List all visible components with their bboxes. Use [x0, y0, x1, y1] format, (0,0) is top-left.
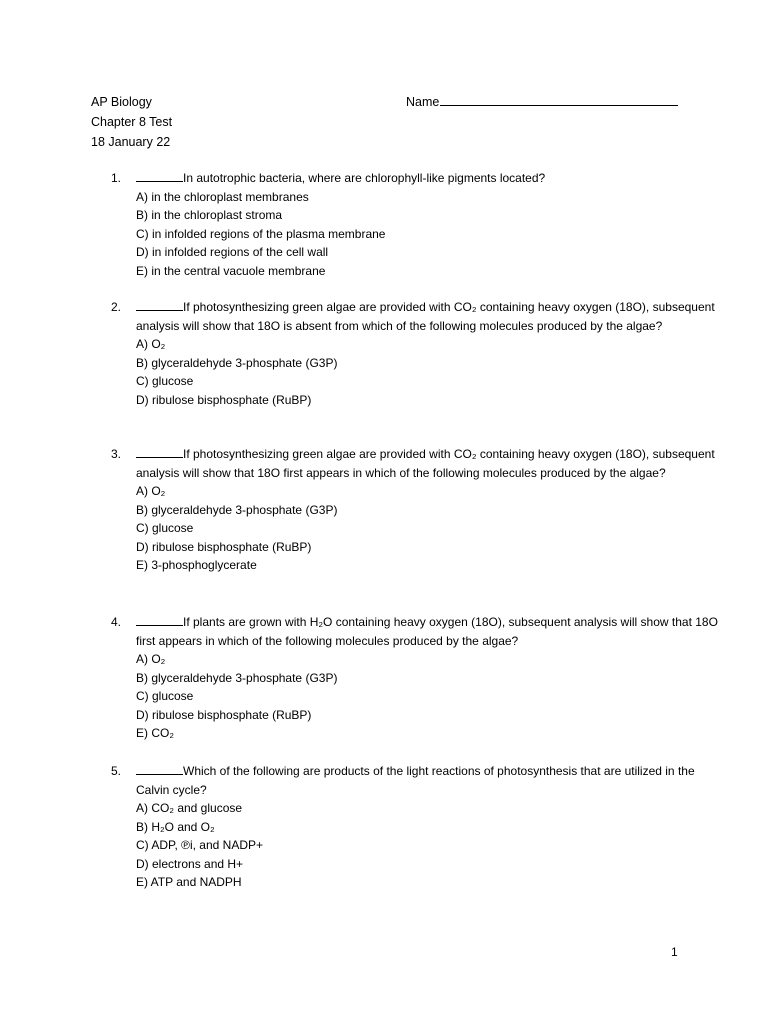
name-field [406, 92, 678, 112]
option-e: E) 3-phosphoglycerate [136, 558, 257, 572]
answer-blank [136, 445, 183, 458]
question-text: Which of the following are products of the light reactions of photosynthesis that are utilized in the Calvin cycle? [136, 764, 695, 797]
name-label: Name [406, 95, 440, 109]
option-c: C) glucose [136, 689, 194, 703]
answer-blank [136, 169, 183, 182]
answer-blank [136, 613, 183, 626]
option-a: A) O₂ [136, 337, 166, 351]
test-date: 18 January 22 [91, 135, 171, 149]
option-e: E) CO₂ [136, 726, 174, 740]
question-stem [136, 445, 726, 482]
option-a: A) O₂ [136, 652, 166, 666]
question-stem [136, 169, 726, 188]
option-d: D) ribulose bisphosphate (RuBP) [136, 539, 312, 554]
page-number: 1 [671, 945, 678, 959]
option-a: A) in the chloroplast membranes [136, 189, 309, 204]
option-e: E) ATP and NADPH [136, 875, 242, 889]
question-stem [136, 613, 726, 650]
option-d: D) ribulose bisphosphate (RuBP) [136, 707, 312, 722]
question-text: If photosynthesizing green algae are provided with CO₂ containing heavy oxygen (18O), subsequent analysis will show that 18O first appears in which of the following molecules produced by the algae? [136, 447, 715, 480]
question-number: 4. [111, 615, 122, 629]
question-number: 1. [111, 171, 122, 185]
question-number: 3. [111, 447, 122, 461]
question-text: In autotrophic bacteria, where are chlorophyll-like pigments located? [183, 171, 546, 185]
question-number: 5. [111, 764, 122, 778]
test-title: Chapter 8 Test [91, 115, 173, 129]
course-title: AP Biology [91, 95, 152, 109]
question-text: If photosynthesizing green algae are provided with CO₂ containing heavy oxygen (18O), subsequent analysis will show that 18O is absent from which of the following molecules produced by the algae? [136, 300, 715, 333]
option-b: B) in the chloroplast stroma [136, 208, 283, 222]
option-b: B) glyceraldehyde 3-phosphate (G3P) [136, 502, 338, 517]
option-d: D) ribulose bisphosphate (RuBP) [136, 392, 312, 407]
option-b: B) H₂O and O₂ [136, 819, 215, 834]
option-c: C) glucose [136, 374, 194, 388]
option-a: A) O₂ [136, 484, 166, 498]
option-b: B) glyceraldehyde 3-phosphate (G3P) [136, 355, 338, 370]
option-d: D) electrons and H+ [136, 856, 244, 871]
option-b: B) glyceraldehyde 3-phosphate (G3P) [136, 670, 338, 685]
option-e: E) in the central vacuole membrane [136, 263, 326, 278]
option-a: A) CO₂ and glucose [136, 801, 243, 815]
option-c: C) glucose [136, 521, 194, 535]
question-stem [136, 298, 726, 335]
question-number: 2. [111, 300, 122, 314]
option-d: D) in infolded regions of the cell wall [136, 245, 329, 259]
answer-blank [136, 762, 183, 775]
question-stem [136, 762, 726, 799]
question-text: If plants are grown with H₂O containing heavy oxygen (18O), subsequent analysis will show that 18O first appears in which of the following molecules produced by the algae? [136, 615, 718, 648]
answer-blank [136, 298, 183, 311]
name-blank-line [440, 92, 678, 106]
option-c: C) ADP, ℗i, and NADP+ [136, 838, 264, 852]
option-c: C) in infolded regions of the plasma membrane [136, 226, 386, 241]
